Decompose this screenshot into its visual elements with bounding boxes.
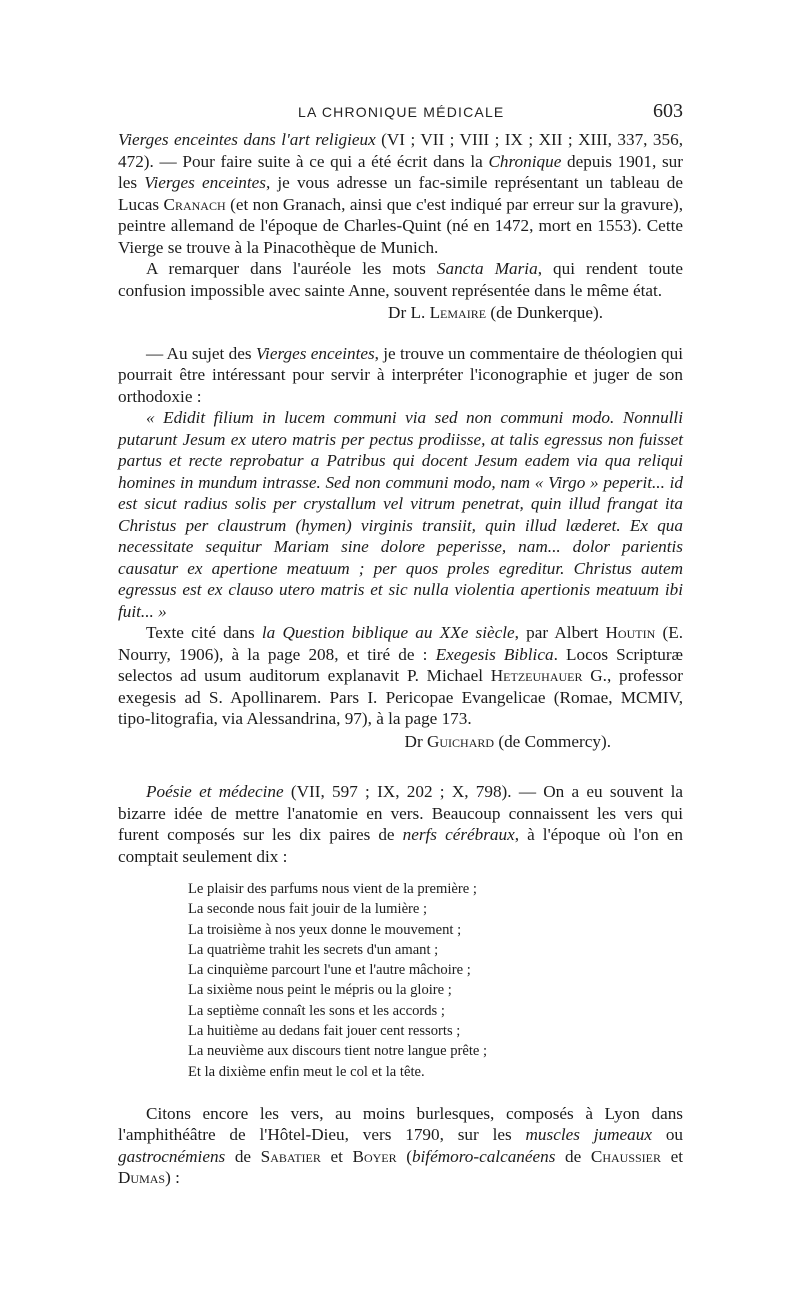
poem-line: Le plaisir des parfums nous vient de la première ; — [188, 881, 477, 897]
paragraph-poesie-medecine: Poésie et médecine (VII, 597 ; IX, 202 ; X, 798). — On a eu souvent la bizarre idée de mettre l'anatomie en vers. Beaucoup connaissent les vers qui furent composés sur les dix paires de nerfs cérébraux, à l'époque où l'on en comptait seulement dix : — [118, 782, 684, 866]
signature-lemaire: Dr L. Lemaire (de Dunkerque). — [388, 303, 603, 322]
poem-line: La cinquième parcourt l'une et l'autre mâchoire ; — [188, 962, 471, 979]
poem-line: Et la dixième enfin meut le col et la tête. — [188, 1063, 425, 1080]
page-number: 603 — [653, 100, 683, 122]
main-column — [118, 129, 683, 1189]
signature-guichard: Dr Guichard (de Commercy). — [404, 731, 611, 751]
latin-quote: « Edidit filium in lucem communi via sed non communi modo. Nonnulli putarunt Jesum ex utero matris per pectus prodiisse, at talis egressus non fuisset partus et recte reprobatur a Patribus qui docent Jesum eadem via qua reliqui homines in mundum intrasse. Sed non communi modo, nam « Virgo » peperit... id est sicut radius solis per crystallum vel vitrum penetrat, quin illud frangat ita Christus per claustrum (hymen) virginis transiit, quin illud læderet. Ex qua necessitate sequitur Mariam sine dolore peperisse, nam... dolor parientis causatur ex apertione meatuum ; per quos proles egreditur. Christus autem egressus est ex clauso utero matris et sic nulla violentia apertionis meatuum ibi fuit... » — [118, 408, 683, 621]
poem-line: La quatrième trahit les secrets d'un amant ; — [188, 941, 439, 958]
paragraph-citation-source: Texte cité dans la Question biblique au XXe siècle, par Albert Houtin (E. Nourry, 1906), à la page 208, et tiré de : Exegesis Biblica. Locos Scripturæ selectos ad usum auditorum explanavit P. Michael Hetzeuhauer G., professor exegesis ad S. Apollinarem. Pars I. Pericopae Evangelicae (Romae, MCMIV, tipo-litografia, via Alessandrina, 97), à la page 173. — [118, 623, 684, 728]
paragraph-theologien: — Au sujet des Vierges enceintes, je trouve un commentaire de théologien qui pourrait être intéressant pour servir à interpréter l'iconographie et juger de son orthodoxie : — [118, 343, 684, 406]
poem-line: La septième connaît les sons et les accords ; — [188, 1002, 445, 1019]
section-title-vierges: Vierges enceintes dans l'art religieux — [118, 130, 376, 149]
poem-line: La seconde nous fait jouir de la lumière ; — [188, 901, 428, 918]
poem-line: La huitième au dedans fait jouer cent ressorts ; — [188, 1023, 461, 1040]
poem-line: La sixième nous peint le mépris ou la gloire ; — [188, 982, 452, 999]
paragraph-vierges-intro: Vierges enceintes dans l'art religieux (VI ; VII ; VIII ; IX ; XII ; XIII, 337, 356, 472). — Pour faire suite à ce qui a été écrit dans la Chronique depuis 1901, sur les Vierges enceintes, je vous adresse un fac-simile représentant un tableau de Lucas Cranach (et non Granach, ainsi que c'est indiqué par erreur sur la gravure), peintre allemand de l'époque de Charles-Quint (né en 1472, mort en 1553). Cette Vierge se trouve à la Pinacothèque de Munich. — [118, 130, 684, 257]
poem-line: La neuvième aux discours tient notre langue prête ; — [188, 1043, 488, 1060]
running-title: LA CHRONIQUE MÉDICALE — [298, 104, 505, 120]
paragraph-citons-encore: Citons encore les vers, au moins burlesques, composés à Lyon dans l'amphithéâtre de l'Hôtel-Dieu, vers 1790, sur les muscles jumeaux ou gastrocnémiens de Sabatier et Boyer (bifémoro-calcanéens de Chaussier et Dumas) : — [118, 1103, 683, 1188]
section-title-poesie: Poésie et médecine — [146, 782, 284, 801]
page-header — [118, 100, 683, 124]
poem-line: La troisième à nos yeux donne le mouvement ; — [188, 921, 462, 938]
paragraph-sancta-maria: A remarquer dans l'auréole les mots Sancta Maria, qui rendent toute confusion impossible avec sainte Anne, souvent représentée dans le même état. — [118, 259, 684, 300]
poem-cranial-nerves — [188, 879, 628, 1082]
